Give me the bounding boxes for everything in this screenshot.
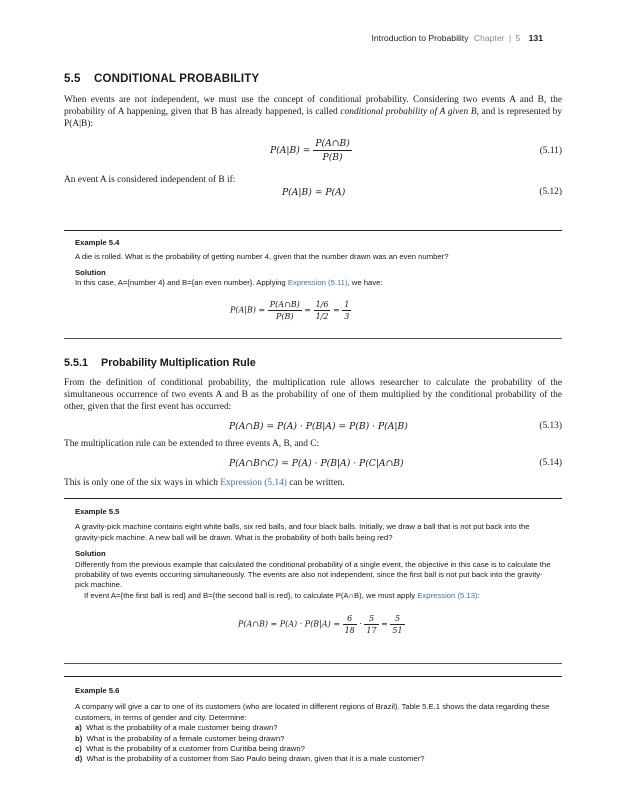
- example-top-rule: [64, 676, 562, 677]
- example-bottom-rule: [64, 663, 562, 664]
- paragraph-independence: An event A is considered independent of B if:: [64, 175, 236, 185]
- example-5-4: [75, 238, 552, 289]
- item-label: b): [75, 733, 83, 743]
- fraction-numerator: P(A∩B): [315, 138, 350, 149]
- item-text: What is the probability of a customer from Curitiba being drawn?: [86, 744, 305, 754]
- equation-fraction: [268, 300, 302, 321]
- equation-fraction: [364, 614, 378, 635]
- paragraph-emphasis: conditional probability of A given B: [340, 107, 477, 118]
- example-top-rule: [64, 230, 562, 231]
- list-item: [75, 754, 552, 764]
- item-text: What is the probability of a male customer being drawn?: [86, 723, 278, 733]
- item-label: d): [75, 754, 83, 764]
- list-item: [75, 734, 552, 744]
- solution-text-part: , we have:: [347, 278, 383, 288]
- fraction-denominator: 1/2: [315, 312, 329, 321]
- example-top-rule: [64, 498, 562, 499]
- expression-link[interactable]: Expression (5.14): [220, 478, 287, 488]
- item-text: What is the probability of a customer from Sao Paulo being drawn, given that it is a male customer?: [86, 754, 425, 764]
- fraction-denominator: 3: [344, 312, 350, 321]
- paragraph-text: can be written.: [286, 478, 345, 488]
- section-number: 5.5: [64, 73, 81, 85]
- example-bottom-rule: [64, 338, 562, 339]
- fraction-denominator: 18: [344, 626, 355, 635]
- header-page-number: 131: [528, 33, 543, 43]
- subsection-heading: [64, 357, 256, 369]
- fraction-denominator: 51: [392, 626, 403, 635]
- item-label: a): [75, 723, 82, 733]
- example-title: Example 5.5: [75, 507, 120, 516]
- solution-text-part: In this case, A={number 4} and B={an even number}. Applying: [75, 278, 288, 288]
- item-label: c): [75, 744, 82, 754]
- header-chapter-label: Chapter: [473, 33, 505, 43]
- fraction-numerator: 6: [343, 614, 357, 625]
- header-chapter-number: 5: [515, 33, 521, 43]
- equation-lhs: P(A|B) =: [270, 145, 311, 156]
- example-5-6: [75, 686, 552, 765]
- expression-link[interactable]: Expression (5.13): [417, 590, 478, 600]
- example-intro: A company will give a car to one of its customers (who are located in different regions of Brazil). Table 5.E.1 shows the data regarding these customers, in terms of gender and city. Determine:: [75, 702, 550, 722]
- equation-fraction: [390, 614, 404, 635]
- equation-fraction: [314, 300, 331, 321]
- paragraph-intro: [64, 94, 562, 131]
- paragraph-text: When events are not independent, we must use the concept of conditional probability. Considering two events A and B, the probability of A happening, given that B has already happened, is called: [64, 95, 562, 118]
- running-header: [372, 33, 543, 43]
- equation-fraction: [343, 614, 357, 635]
- fraction-denominator: 17: [366, 626, 377, 635]
- solution-label: Solution: [75, 267, 106, 277]
- equation-5-14: P(A∩B∩C) = P(A) · P(B|A) · P(C|A∩B): [229, 458, 404, 469]
- equation-lhs: P(A∩B) = P(A) · P(B|A) =: [238, 619, 341, 629]
- solution-text: Differently from the previous example that calculated the conditional probability of a single event, the objective in this case is to calculate the probability of two events occurring simultaneously. The events are also not independent, since the first ball is not put back into the gravity-pick machine.: [75, 559, 551, 590]
- equation-fraction: [313, 138, 351, 163]
- question-list: [75, 723, 552, 765]
- equation-lhs: P(A|B) =: [230, 305, 266, 315]
- paragraph-text: This is only one of the six ways in which: [64, 478, 221, 488]
- solution-label: Solution: [75, 549, 106, 559]
- equation-5-12: P(A|B) = P(A): [282, 187, 346, 198]
- equation-number-5-12: (5.12): [539, 187, 562, 197]
- fraction-numerator: 5: [390, 614, 404, 625]
- header-separator: |: [508, 33, 512, 43]
- paragraph-text: , and is represented by P(A|B):: [64, 107, 563, 130]
- example-question: A die is rolled. What is the probability of getting number 4, given that the number drawn was an even number?: [75, 252, 449, 262]
- paragraph-multiplication-rule: From the definition of conditional probability, the multiplication rule allows researcher to calculate the probability of the simultaneous occurrence of two events A and B as the probability of one of them multiplied by the conditional probability of the other, given that the first event has occurred:: [64, 378, 562, 413]
- solution-text: [75, 278, 552, 288]
- solution-text-part: :: [477, 590, 480, 600]
- equation-number-5-14: (5.14): [539, 458, 562, 468]
- header-title: Introduction to Probability: [371, 33, 469, 43]
- example-5-4-equation: P(A|B) = $\frac{P(A\cap B)}{P(B)}$ = $\frac{1/6}{1/2}$ = $\frac{1}{3}$: [230, 300, 350, 321]
- example-5-5-equation: P(A∩B) = P(A) · P(B|A) = $\frac{6}{18}$ · $\frac{5}{17}$ = $\frac{5}{51}$: [238, 614, 403, 635]
- fraction-denominator: P(B): [322, 152, 343, 163]
- fraction-numerator: 1: [344, 300, 350, 309]
- list-item: [75, 744, 552, 754]
- equation-number-5-11: (5.11): [539, 146, 562, 156]
- subsection-title: Probability Multiplication Rule: [101, 357, 256, 369]
- solution-text-part: If event A={the first ball is red} and B={the second ball is red}, to calculate P(A∩B), we must apply: [84, 590, 418, 600]
- solution-text-2: [75, 591, 552, 601]
- equation-fraction: [342, 300, 351, 321]
- example-title: Example 5.6: [75, 686, 120, 695]
- equation-5-11: [270, 138, 352, 163]
- fraction-numerator: 5: [364, 614, 378, 625]
- equation-5-13: P(A∩B) = P(A) · P(B|A) = P(B) · P(A|B): [229, 421, 408, 432]
- subsection-number: 5.5.1: [64, 357, 89, 369]
- fraction-denominator: P(B): [276, 312, 294, 321]
- section-heading: [64, 73, 259, 85]
- example-title: Example 5.4: [75, 238, 120, 247]
- example-question: A gravity-pick machine contains eight white balls, six red balls, and four black balls. Initially, we draw a ball that is not put back into the gravity-pick machine. A new ball will be drawn. What is the probability of both balls being red?: [75, 522, 530, 542]
- paragraph-three-events: The multiplication rule can be extended to three events A, B, and C:: [64, 439, 320, 449]
- item-text: What is the probability of a female customer being drawn?: [86, 733, 285, 743]
- fraction-numerator: 1/6: [315, 300, 329, 309]
- expression-link[interactable]: Expression (5.11): [287, 278, 348, 288]
- fraction-numerator: P(A∩B): [269, 300, 300, 309]
- section-title: CONDITIONAL PROBABILITY: [94, 73, 260, 85]
- example-5-5: [75, 507, 552, 601]
- paragraph-six-ways: [64, 477, 562, 489]
- equation-number-5-13: (5.13): [539, 421, 562, 431]
- list-item: [75, 723, 552, 733]
